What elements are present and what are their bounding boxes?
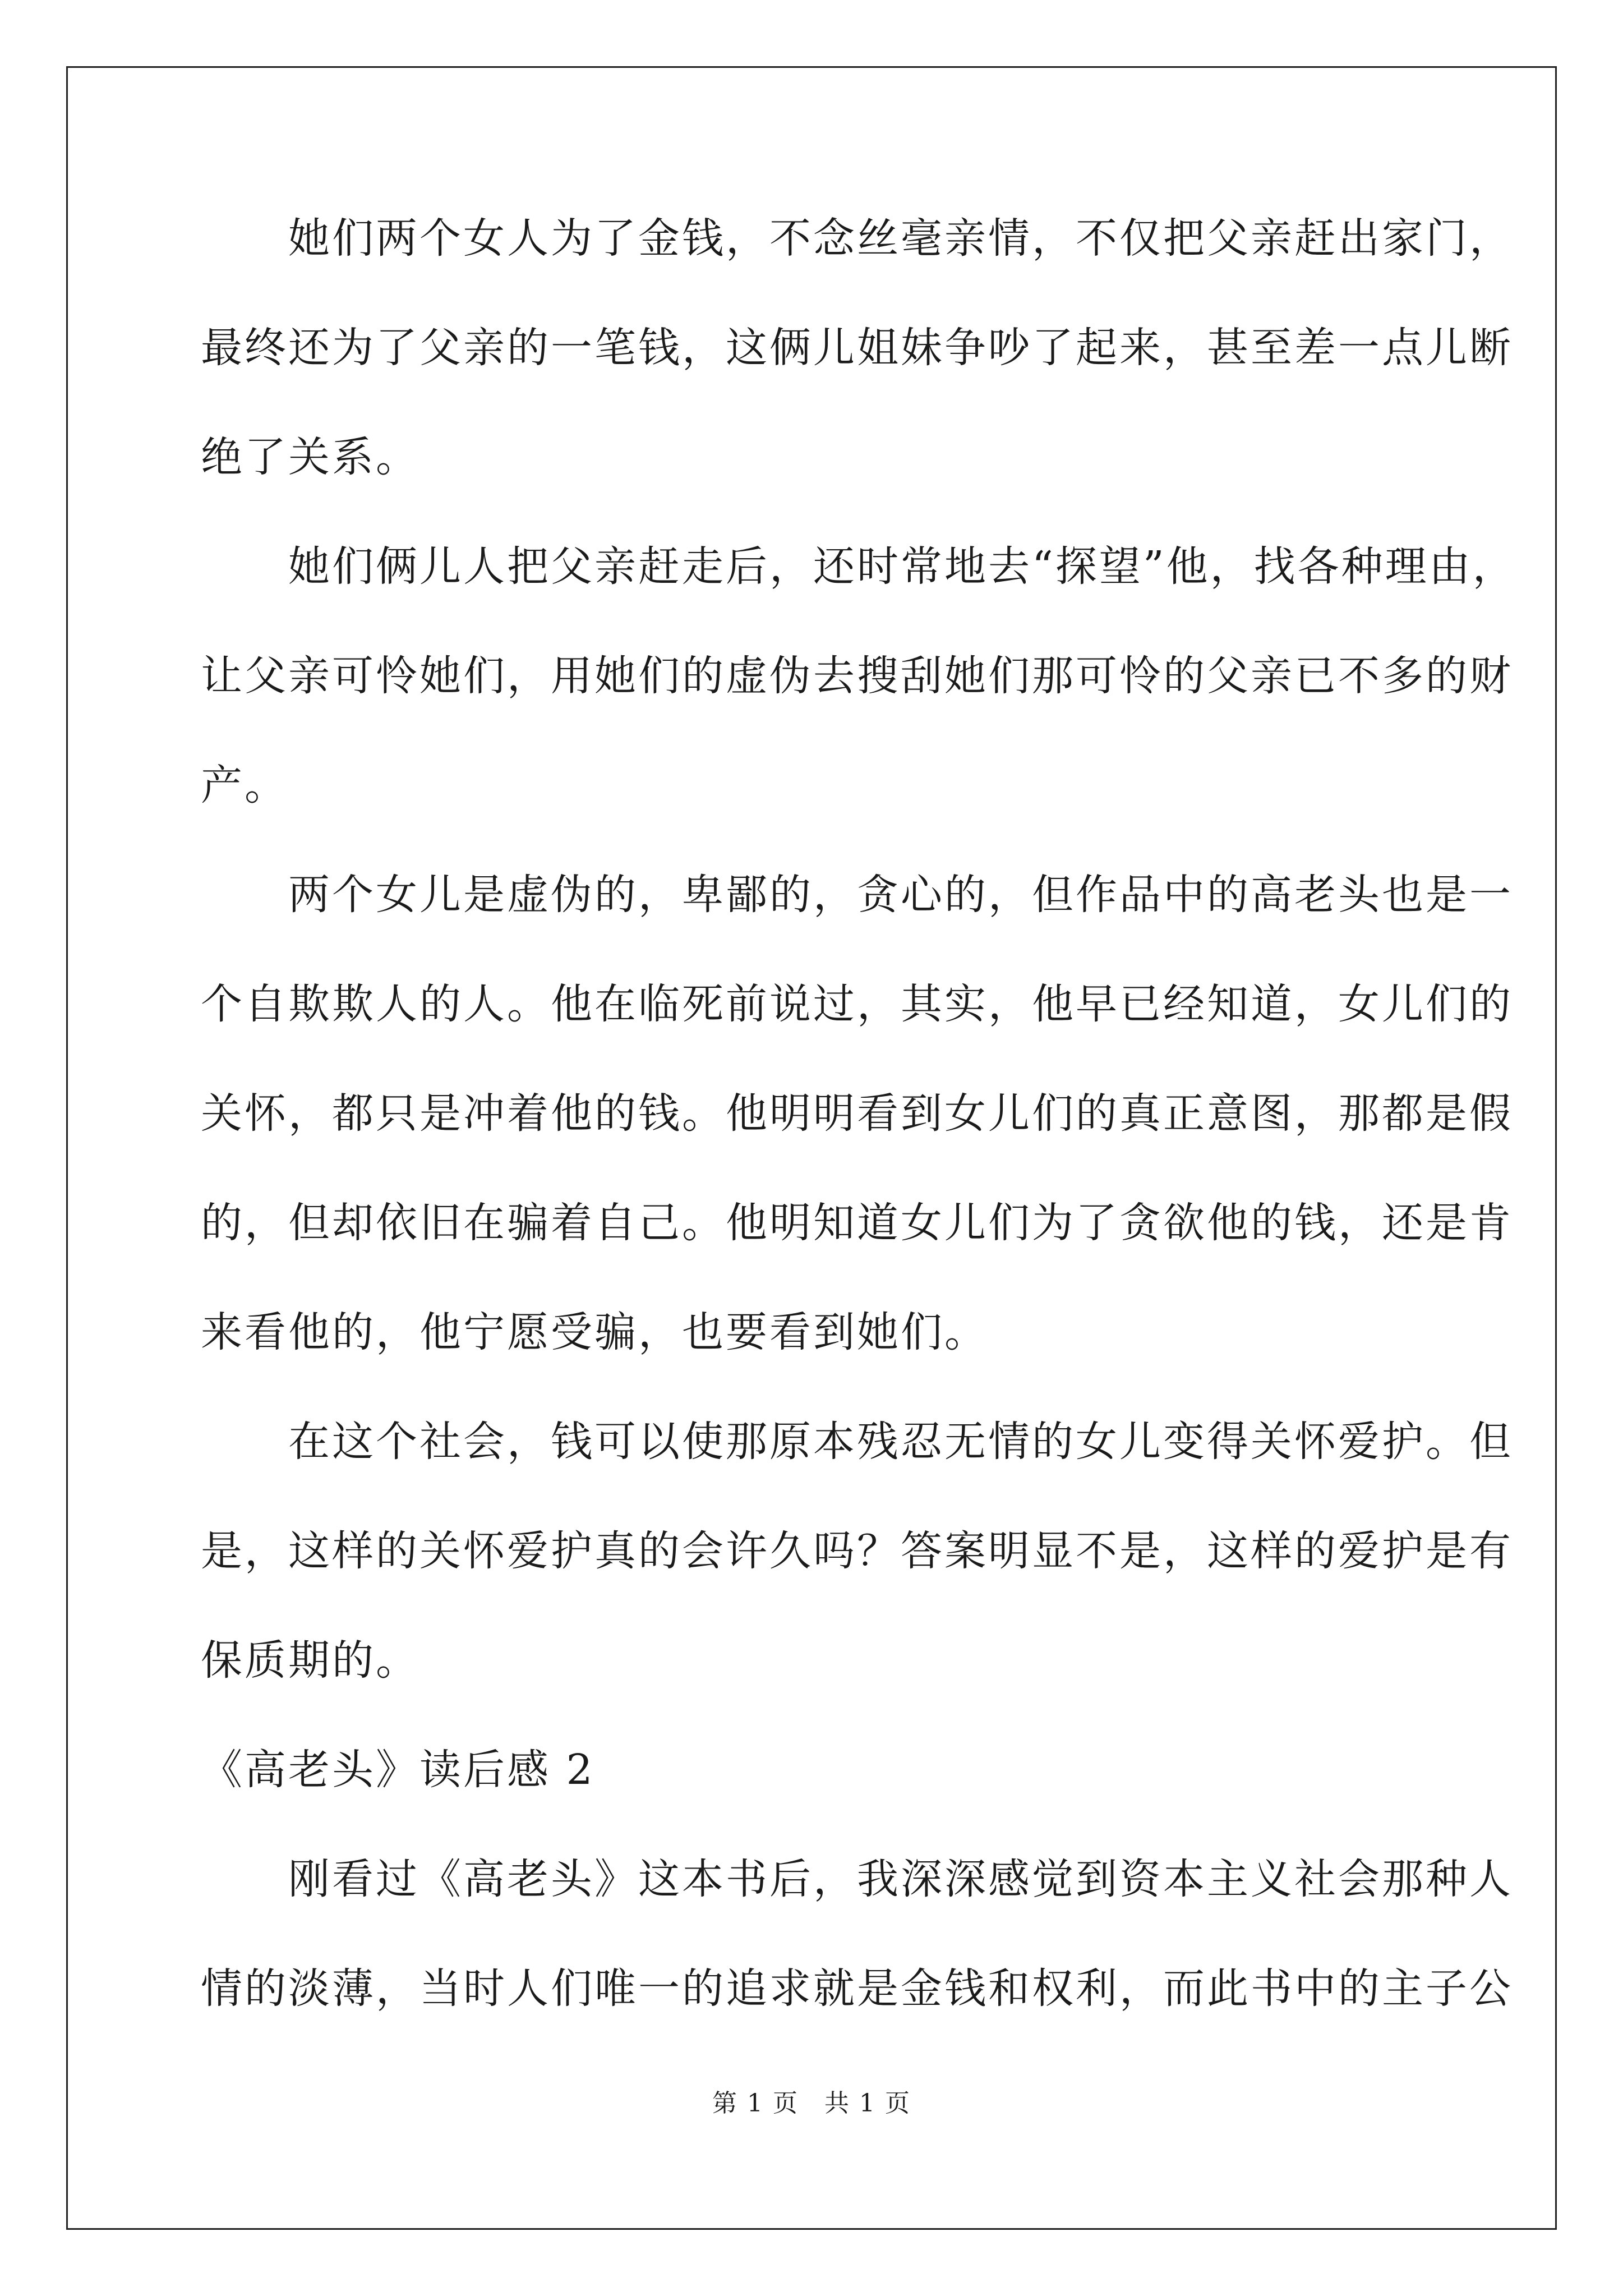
page-footer: 第 1 页 共 1 页	[712, 2089, 911, 2118]
text-line: 来看他的，他宁愿受骗，也要看到她们。	[201, 1308, 988, 1356]
text-line: 产。	[201, 761, 288, 809]
text-line: 个自欺欺人的人。他在临死前说过，其实，他早已经知道，女儿们的	[201, 980, 1513, 1028]
text-line: 关怀，都只是冲着他的钱。他明明看到女儿们的真正意图，那都是假	[201, 1089, 1513, 1138]
text-line: 保质期的。	[201, 1636, 419, 1685]
section-heading: 《高老头》读后感 2	[201, 1746, 595, 1794]
text-line: 绝了关系。	[201, 433, 419, 481]
text-line: 在这个社会，钱可以使那原本残忍无情的女儿变得关怀爱护。但	[201, 1418, 1513, 1466]
text-line: 的，但却依旧在骗着自己。他明知道女儿们为了贪欲他的钱，还是肯	[201, 1199, 1513, 1247]
text-line: 情的淡薄，当时人们唯一的追求就是金钱和权利，而此书中的主子公	[201, 1964, 1513, 2013]
text-line: 让父亲可怜她们，用她们的虚伪去搜刮她们那可怜的父亲已不多的财	[201, 652, 1513, 700]
text-line: 最终还为了父亲的一笔钱，这俩儿姐妹争吵了起来，甚至差一点儿断	[201, 324, 1513, 372]
text-line: 是，这样的关怀爱护真的会许久吗？答案明显不是，这样的爱护是有	[201, 1527, 1513, 1575]
text-line: 她们两个女人为了金钱，不念丝毫亲情，不仅把父亲赶出家门，	[201, 214, 1513, 263]
text-line: 两个女儿是虚伪的，卑鄙的，贪心的，但作品中的高老头也是一	[201, 871, 1513, 919]
text-line: 刚看过《高老头》这本书后，我深深感觉到资本主义社会那种人	[201, 1855, 1513, 1903]
text-line: 她们俩儿人把父亲赶走后，还时常地去“探望”他，找各种理由，	[201, 542, 1516, 591]
